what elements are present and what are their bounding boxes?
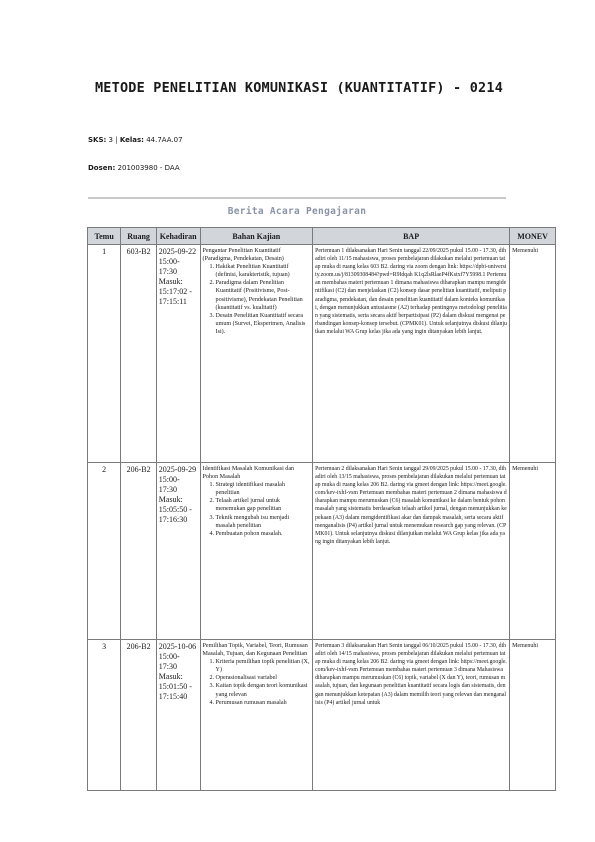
kajian-list (203, 263, 311, 336)
kajian-title: Identifikasi Masalah Komunikasi dan Pohon Masalah (202, 466, 295, 481)
dosen-label: Dosen: (88, 164, 116, 172)
kelas-value: 44.7AA.07 (146, 136, 183, 144)
column-header-monev: MONEV (510, 228, 556, 245)
table-row (88, 640, 556, 791)
cell-ruang: 206-B2 (121, 463, 156, 640)
column-header-ruang: Ruang (121, 228, 156, 245)
kajian-list (203, 481, 311, 538)
kelas-label: Kelas: (119, 136, 144, 144)
cell-monev: Memenuhi (510, 463, 556, 640)
column-header-kehadiran: Kehadiran (156, 228, 200, 245)
kajian-item: 2. Operasionalisasi variabel (216, 674, 311, 682)
cell-temu: 2 (88, 463, 121, 640)
kajian-item: 1. Strategi identifikasi masalah penelitian (216, 481, 311, 497)
kajian-item: 3. Kaitan topik dengan teori komunikasi yang relevan (216, 682, 311, 698)
cell-kehadiran: 2025-09-22 15:00-17:30 Masuk: 15:17:02 - 17:15:11 (156, 245, 200, 463)
column-header-bap: BAP (313, 228, 510, 245)
cell-bap: Pertemuan 3 dilaksanakan Hari Senin tanggal 06/10/2025 pukul 15.00 - 17.30, dihadiri oleh 14/15 mahasiswa, proses pembelajaran dilakukan melalui pertemuan tatap muka di ruang kelas 206 B2. daring via gmeet dengan link: https://meet.google.com/kev-ixhf-vsm Pertemuan membahas materi pertemuan 3 dimana Mahasiswa diharapkan mampu merumuskan (C6) topik, variabel (X dan Y), teori, rumusan masalah, tujuan, dan kegunaan penelitian kuantitatif secara logis dan sistematis, dengan menunjukkan ketepatan (A3) dalam memilih teori yang relevan dan menganalisis (P4) artikel jurnal untuk (313, 640, 510, 791)
cell-temu: 3 (88, 640, 121, 791)
table-row (88, 463, 556, 640)
dosen-value: 201003980 - DAA (117, 164, 180, 172)
meta-separator: | (115, 136, 118, 144)
column-header-bahan-kajian: Bahan Kajian (200, 228, 313, 245)
kajian-title: Pengantar Penelitian Kuantitatif (Paradigma, Pendekatan, Desain) (202, 248, 284, 263)
kajian-item: 3. Desain Penelitian Kuantitatif secara umum (Survei, Eksperimen, Analisis Isi). (216, 312, 311, 336)
divider (88, 197, 506, 199)
kajian-item: 3. Teknik mengubah isu menjadi masalah penelitian (216, 514, 311, 530)
column-header-temu: Temu (88, 228, 121, 245)
kajian-item: 2. Paradigma dalam Penelitian Kuantitatif (Positivisme, Post-positivisme), Pendekatan Penelitian (kuantitatif vs. kualitatif) (216, 279, 311, 311)
cell-ruang: 603-B2 (121, 245, 156, 463)
cell-bahan-kajian (200, 245, 313, 463)
course-meta (88, 136, 183, 144)
cell-bahan-kajian (200, 640, 313, 791)
table-header-row (88, 228, 556, 245)
sks-value: 3 (108, 136, 114, 144)
kajian-title: Pemilihan Topik, Variabel, Teori, Rumusan Masalah, Tujuan, dan Kegunaan Penelitian (202, 643, 308, 658)
bap-table (87, 227, 556, 791)
cell-kehadiran: 2025-09-29 15:00-17:30 Masuk: 15:05:50 - 17:16:30 (156, 463, 200, 640)
cell-monev: Memenuhi (510, 640, 556, 791)
kajian-item: 4. Perumusan rumusan masalah (216, 699, 311, 707)
lecturer-meta (88, 164, 180, 172)
cell-monev: Memenuhi (510, 245, 556, 463)
section-title: Berita Acara Pengajaran (227, 206, 367, 217)
cell-ruang: 206-B2 (121, 640, 156, 791)
cell-bap: Pertemuan 1 dilaksanakan Hari Senin tanggal 22/09/2025 pukul 15.00 - 17.30, dihadiri oleh 11/15 mahasiswa, proses pembelajaran dilakukan melalui pertemuan tatap muka di ruang kelas 603 B2. daring via zoom dengan link: https://dpbi-university.zoom.us/j/81309308484?pwd=R9Idqah K1q2lsRlaeP4fKstxf7Y5998.1 Pertemuan membahas materi pertemuan 1 dimana mahasiswa diharapkan mampu mengidentifikasi (C2) dan menjelaskan (C2) konsep dasar penelitian kuantitatif, meliputi paradigma, pendekatan, dan desain penelitian kuantitatif dalam konteks komunikasi, dengan menunjukkan antusiasme (A2) terhadap pentingnya metodologi penelitian yang sistematis, serta secara aktif berpartisipasi (P2) dalam diskusi mengenai perbandingan konsep-konsep tersebut. (CPMK01). Untuk selanjutnya diskusi dilanjutkan melalui WA Grup kelas jika ada yang ingin ditanyakan lebih lanjut. (313, 245, 510, 463)
kajian-list (203, 658, 311, 707)
kajian-item: 1. Kriteria pemilihan topik penelitian (X, Y) (216, 658, 311, 674)
page-title: METODE PENELITIAN KOMUNIKASI (KUANTITATIF) - 0214 (94, 80, 504, 96)
cell-bap: Pertemuan 2 dilaksanakan Hari Senin tanggal 29/09/2025 pukul 15.00 - 17.30, dihadiri oleh 13/15 mahasiswa, proses pembelajaran dilakukan melalui pertemuan tatap muka di ruang kelas 206 B2. daring via gmeet dengan link: https://meet.google.com/kev-ixhf-vsm Pertemuan membahas materi pertemuan 2 dimana mahasiswa diharapkan mampu merumuskan (C6) masalah komunikasi ke dalam bentuk pohon masalah yang sistematis berdasarkan telaah artikel jurnal, dengan menunjukkan kepekaan (A3) dalam mengidentifikasi akar dan dampak masalah, serta secara aktif menganalisis (P4) artikel jurnal untuk menemukan research gap yang relevan. (CPMK01). Untuk selanjutnya diskusi dilanjutkan melalui WA Grup kelas jika ada yang ingin ditanyakan lebih lanjut. (313, 463, 510, 640)
cell-bahan-kajian (200, 463, 313, 640)
table-row (88, 245, 556, 463)
cell-temu: 1 (88, 245, 121, 463)
cell-kehadiran: 2025-10-06 15:00-17:30 Masuk: 15:01:50 - 17:15:40 (156, 640, 200, 791)
kajian-item: 4. Pembuatan pohon masalah. (216, 530, 311, 538)
kajian-item: 2. Telaah artikel jurnal untuk menemukan gap penelitian (216, 497, 311, 513)
kajian-item: 1. Hakikat Penelitian Kuantitatif (definisi, karakteristik, tujuan) (216, 263, 311, 279)
sks-label: SKS: (88, 136, 107, 144)
